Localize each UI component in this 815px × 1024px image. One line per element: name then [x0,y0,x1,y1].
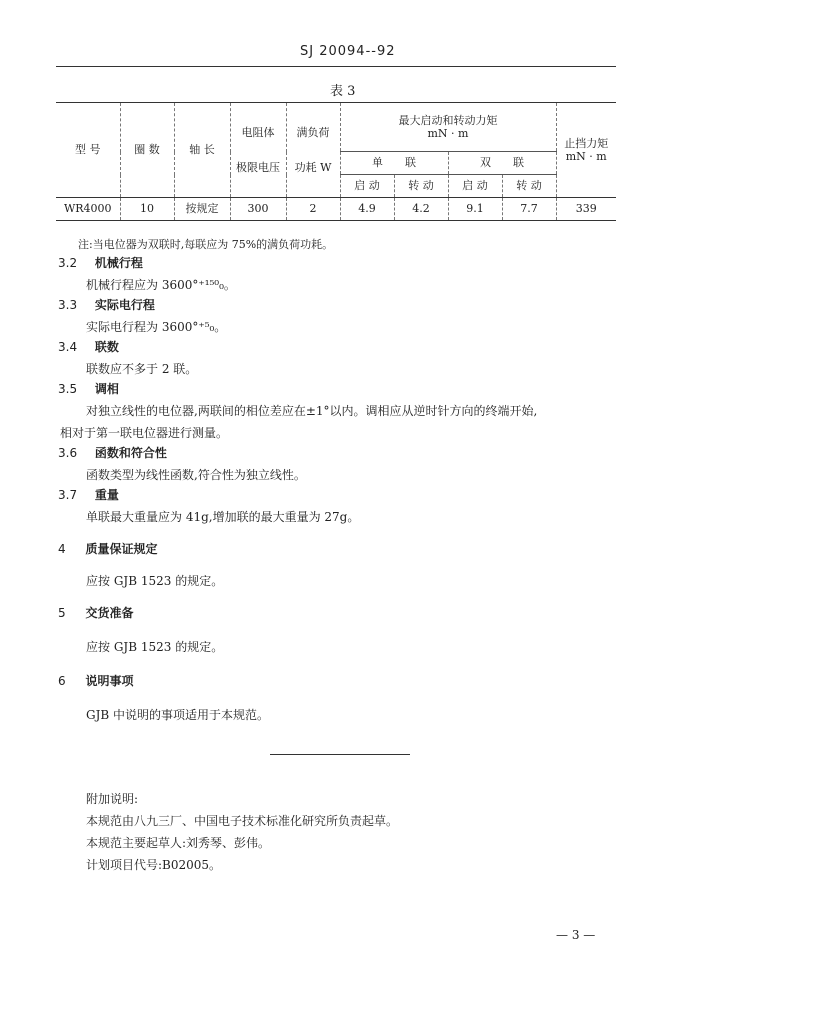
section-3-5-heading [58,380,119,397]
header-single-start: 启 动 [340,175,394,198]
section-number: 6 [58,674,66,688]
section-number: 3.5 [58,382,78,396]
section-title: 质量保证规定 [85,542,158,556]
section-number: 5 [58,606,66,620]
header-double-gang: 双 联 [448,152,556,175]
header-single-rotate: 转 动 [394,175,448,198]
cell-model: WR4000 [56,198,120,221]
section-title: 交货准备 [85,606,134,620]
section-4-heading [58,540,157,557]
resistor-line-2: 极限电压 [236,161,280,174]
header-full-load-power [286,103,340,198]
full-load-line-1: 满负荷 [296,125,330,139]
section-title: 调相 [94,382,119,396]
cell-limit-voltage: 300 [230,198,286,221]
section-number: 4 [58,542,66,556]
header-double-start: 启 动 [448,175,502,198]
section-title: 机械行程 [94,256,143,270]
cell-double-start: 9.1 [448,198,502,221]
header-turns: 圈 数 [120,103,174,198]
section-title: 说明事项 [85,674,134,688]
page-number: — 3 — [556,928,596,942]
spec-table [56,102,616,221]
resistor-line-1: 电阻体 [241,125,275,139]
section-number: 3.7 [58,488,78,502]
section-body-line: 应按 GJB 1523 的规定。 [86,640,224,654]
header-stop-torque [556,103,616,198]
cell-single-rotate: 4.2 [394,198,448,221]
section-body-line: GJB 中说明的事项适用于本规范。 [86,708,270,722]
section-6-heading [58,672,133,689]
section-body-line: 实际电行程为 3600°⁺⁵₀。 [86,320,227,334]
section-3-3-heading [58,296,155,313]
cell-full-load-power: 2 [286,198,340,221]
section-body-line: 函数类型为线性函数,符合性为独立线性。 [86,468,306,482]
end-divider [270,754,410,755]
cell-stop-torque: 339 [556,198,616,221]
section-title: 联数 [94,340,119,354]
appendix-line: 计划项目代号:B02005。 [86,858,222,872]
section-number: 3.2 [58,256,78,270]
section-body-line: 相对于第一联电位器进行测量。 [60,426,229,440]
header-double-rotate: 转 动 [502,175,556,198]
cell-turns: 10 [120,198,174,221]
table-note: 注:当电位器为双联时,每联应为 75%的满负荷功耗。 [78,238,334,251]
table-row [56,198,616,221]
appendix-title: 附加说明: [86,792,139,806]
header-single-gang: 单 联 [340,152,448,175]
section-body-line: 单联最大重量应为 41g,增加联的最大重量为 27g。 [86,510,360,524]
section-number: 3.4 [58,340,78,354]
stop-torque-label: 止挡力矩 [564,136,609,150]
full-load-line-2: 功耗 W [294,161,332,174]
torque-title: 最大启动和转动力矩 [398,113,498,127]
cell-shaft-length: 按规定 [174,198,230,221]
section-body-line: 联数应不多于 2 联。 [86,362,198,376]
section-body-line: 机械行程应为 3600°⁺¹⁵⁰₀。 [86,278,236,292]
header-torque-group [340,103,556,152]
section-number: 3.6 [58,446,78,460]
document-code-header: SJ 20094--92 [300,44,396,59]
section-3-2-heading [58,254,143,271]
appendix-line: 本规范主要起草人:刘秀琴、彭伟。 [86,836,271,850]
header-divider [56,66,616,67]
appendix-line: 本规范由八九三厂、中国电子技术标准化研究所负责起草。 [86,814,399,828]
section-3-6-heading [58,444,167,461]
section-3-7-heading [58,486,119,503]
header-shaft-length: 轴 长 [174,103,230,198]
cell-single-start: 4.9 [340,198,394,221]
section-number: 3.3 [58,298,78,312]
torque-unit: mN · m [427,127,469,140]
section-3-4-heading [58,338,119,355]
table-caption: 表 3 [330,84,356,99]
section-body-line: 应按 GJB 1523 的规定。 [86,574,224,588]
section-title: 实际电行程 [94,298,155,312]
section-body-line: 对独立线性的电位器,两联间的相位差应在±1°以内。调相应从逆时针方向的终端开始, [86,404,538,418]
header-resistor-voltage [230,103,286,198]
header-model: 型 号 [56,103,120,198]
section-title: 重量 [94,488,119,502]
section-title: 函数和符合性 [94,446,167,460]
stop-torque-unit: mN · m [565,150,607,163]
cell-double-rotate: 7.7 [502,198,556,221]
section-5-heading [58,604,133,621]
